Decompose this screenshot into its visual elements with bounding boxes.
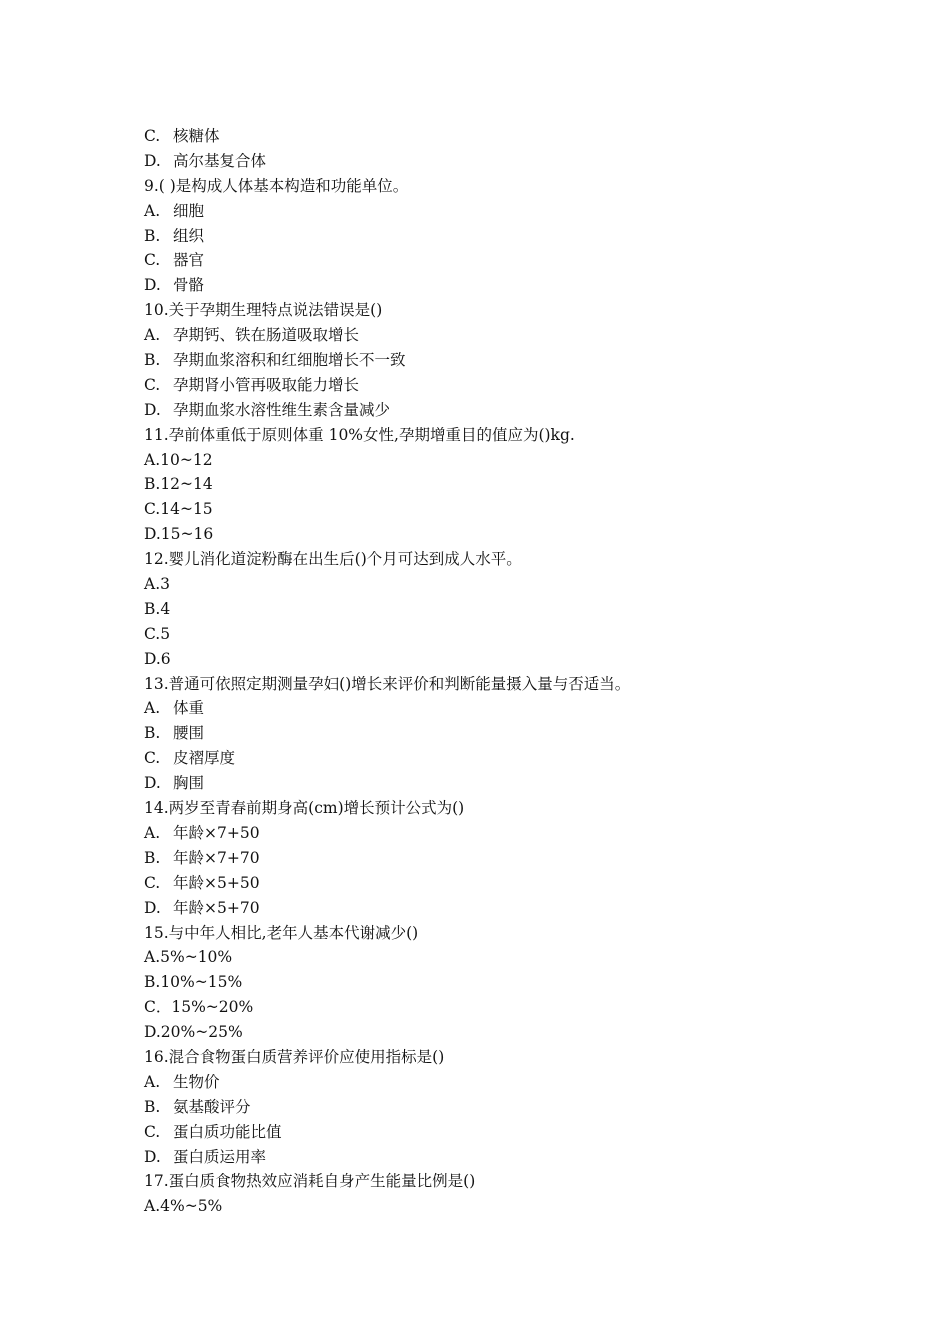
option-text: 孕期钙、铁在肠道吸取增长 [173,326,360,345]
option-letter: C. [144,1122,161,1141]
answer-option [144,846,844,871]
answer-option [144,821,844,846]
option-text: 生物价 [173,1072,220,1091]
answer-option [144,149,844,174]
option-text: 腰围 [173,724,205,743]
answer-option: C.14~15 [144,500,213,519]
answer-option [144,273,844,298]
answer-option [144,199,844,224]
option-letter: C. [144,251,161,270]
answer-option: D.20%~25% [144,1023,243,1042]
answer-option: A.5%~10% [144,948,233,967]
answer-option [144,871,844,896]
option-letter: A. [144,699,161,718]
answer-option: C.5 [144,624,171,643]
option-letter: D. [144,151,161,170]
option-text: 核糖体 [173,127,220,145]
option-letter: C. [144,873,161,892]
answer-option [144,373,844,398]
answer-option: D.15~16 [144,525,214,544]
question-stem: 17.蛋白质食物热效应消耗自身产生能量比例是() [144,1172,476,1191]
option-text: 年龄×5+70 [173,898,260,917]
answer-option [144,1120,844,1145]
option-text: 年龄×7+50 [173,823,260,842]
option-text: 体重 [173,699,205,718]
answer-option: A.3 [144,575,170,594]
answer-option [144,248,844,273]
option-text: 高尔基复合体 [173,151,267,170]
answer-option [144,323,844,348]
answer-option [144,1070,844,1095]
answer-option [144,746,844,771]
option-letter: B. [144,724,161,743]
question-stem: 14.两岁至青春前期身高(cm)增长预计公式为() [144,799,465,818]
option-text: 年龄×7+70 [173,848,260,867]
answer-option [144,771,844,796]
option-letter: D. [144,1147,161,1166]
option-text: 细胞 [173,201,205,220]
option-letter: C. [144,749,161,768]
answer-option: A.4%~5% [144,1197,223,1216]
option-letter: A. [144,823,161,842]
answer-option [144,1145,844,1170]
option-text: 皮褶厚度 [173,749,236,768]
option-letter: A. [144,201,161,220]
option-text: 器官 [173,251,205,270]
question-stem: 15.与中年人相比,老年人基本代谢减少() [144,923,419,942]
option-text: 孕期血浆溶积和红细胞增长不一致 [173,351,406,370]
option-letter: B. [144,226,161,245]
option-letter: D. [144,276,161,295]
option-letter: D. [144,898,161,917]
answer-option [144,124,844,149]
answer-option [144,224,844,249]
option-text: 孕期血浆水溶性维生素含量减少 [173,400,391,419]
option-letter: A. [144,326,161,345]
option-letter: D. [144,774,161,793]
option-text: 蛋白质功能比值 [173,1122,282,1141]
option-text: 年龄×5+50 [173,873,260,892]
answer-option: B.12~14 [144,475,213,494]
answer-option [144,696,844,721]
question-stem: 12.婴儿消化道淀粉酶在出生后()个月可达到成人水平。 [144,550,522,569]
option-letter: A. [144,1072,161,1091]
option-letter: C. [144,127,161,145]
option-text: 氨基酸评分 [173,1097,251,1116]
question-stem: 9.( )是构成人体基本构造和功能单位。 [144,176,409,195]
answer-option [144,348,844,373]
option-text: 胸围 [173,774,205,793]
option-text: 孕期肾小管再吸取能力增长 [173,375,360,394]
answer-option: D.6 [144,649,171,668]
option-letter: D. [144,400,161,419]
answer-option: C．15%~20% [144,998,254,1017]
question-stem: 11.孕前体重低于原则体重 10%女性,孕期增重目的值应为()kg. [144,425,575,444]
answer-option [144,398,844,423]
answer-option: A.10~12 [144,450,213,469]
answer-option [144,896,844,921]
question-stem: 16.混合食物蛋白质营养评价应使用指标是() [144,1047,445,1066]
answer-option: B.10%~15% [144,973,243,992]
answer-option [144,1095,844,1120]
option-text: 骨骼 [173,276,205,295]
answer-option: B.4 [144,599,171,618]
option-text: 蛋白质运用率 [173,1147,267,1166]
option-letter: B. [144,1097,161,1116]
question-stem: 13.普通可依照定期测量孕妇()增长来评价和判断能量摄入量与否适当。 [144,674,631,693]
question-stem: 10.关于孕期生理特点说法错误是() [144,301,383,320]
option-letter: B. [144,351,161,370]
document-page [144,124,844,1219]
answer-option [144,721,844,746]
option-letter: B. [144,848,161,867]
option-text: 组织 [173,226,205,245]
option-letter: C. [144,375,161,394]
